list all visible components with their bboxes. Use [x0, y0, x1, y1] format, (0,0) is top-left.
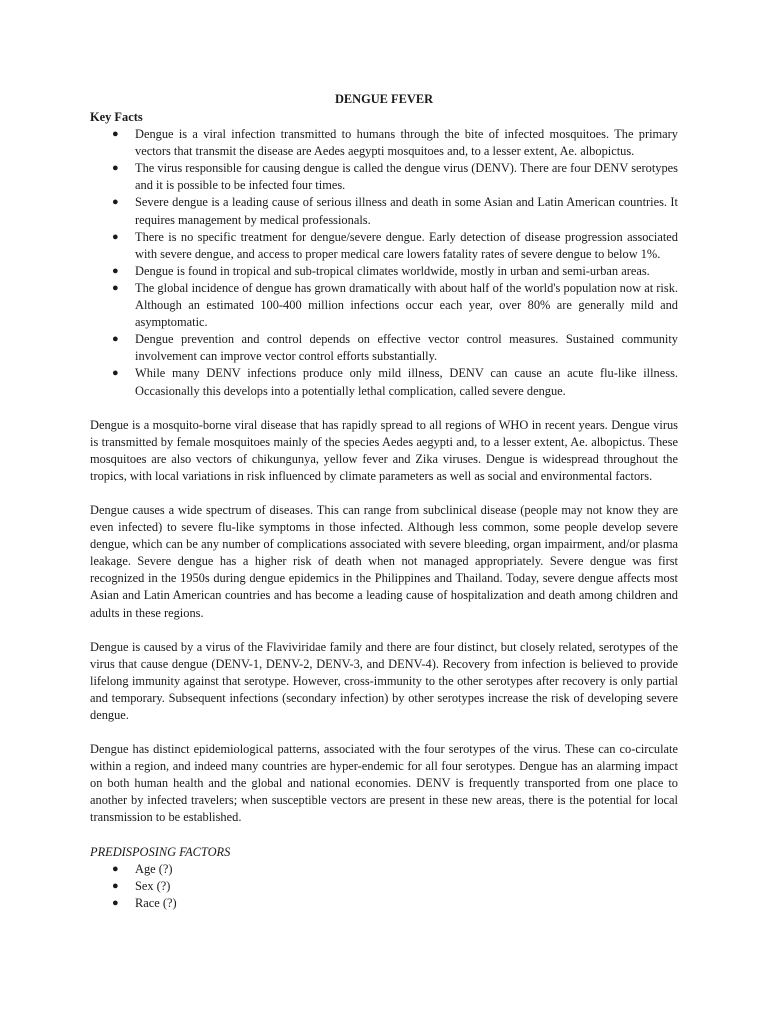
- document-title: DENGUE FEVER: [334, 92, 434, 106]
- list-item-text: Dengue prevention and control depends on effective vector control measures. Sustained community involvement can improve vector control efforts substantially.: [135, 332, 678, 364]
- paragraph-virus: Dengue is caused by a virus of the Flaviviridae family and there are four distinct, but closely related, serotypes of the virus that cause dengue (DENV-1, DENV-2, DENV-3, and DENV-4). Recovery from infection is believed to provide lifelong immunity against that serotype. However, cross-immunity to the other serotypes after recovery is only partial and temporary. Subsequent infections (secondary infection) by other serotypes increase the risk of developing severe dengue.: [90, 639, 678, 722]
- bullet-icon: ●: [112, 264, 119, 277]
- list-item: [90, 126, 678, 160]
- list-item-text: Severe dengue is a leading cause of serious illness and death in some Asian and Latin American countries. It requires management by medical professionals.: [135, 195, 678, 227]
- bullet-icon: ●: [112, 896, 119, 909]
- paragraph-epidemiology: Dengue has distinct epidemiological patterns, associated with the four serotypes of the virus. These can co-circulate within a region, and indeed many countries are hyper-endemic for all four serotypes. Dengue has an alarming impact on both human health and the global and national economies. DENV is frequently transported from one place to another by infected travelers; when susceptible vectors are present in these new areas, there is the potential for local transmission to be established.: [90, 742, 678, 825]
- list-item-text: Dengue is found in tropical and sub-tropical climates worldwide, mostly in urban and semi-urban areas.: [135, 263, 650, 278]
- list-item: [90, 280, 678, 331]
- document-page: [90, 91, 678, 912]
- bullet-icon: ●: [112, 333, 119, 346]
- list-item-text: While many DENV infections produce only mild illness, DENV can cause an acute flu-like illness. Occasionally this develops into a potentially lethal complication, called severe dengue.: [135, 366, 678, 398]
- bullet-icon: ●: [112, 862, 119, 875]
- list-item-text: Dengue is a viral infection transmitted to humans through the bite of infected mosquitoes. The primary vectors that transmit the disease are Aedes aegypti mosquitoes and, to a lesser extent, Ae. albopictus.: [135, 127, 678, 159]
- bullet-icon: ●: [112, 281, 119, 294]
- list-item: [90, 331, 678, 365]
- list-item-text: Sex (?): [135, 878, 171, 893]
- bullet-icon: ●: [112, 196, 119, 209]
- paragraph-spectrum: Dengue causes a wide spectrum of diseases. This can range from subclinical disease (people may not know they are even infected) to severe flu-like symptoms in those infected. Although less common, some people develop severe dengue, which can be any number of complications associated with severe bleeding, organ impairment, and/or plasma leakage. Severe dengue has a higher risk of death when not managed appropriately. Severe dengue was first recognized in the 1950s during dengue epidemics in the Philippines and Thailand. Today, severe dengue affects most Asian and Latin American countries and has become a leading cause of hospitalization and death among children and adults in these regions.: [90, 502, 678, 620]
- list-item: [90, 365, 678, 399]
- list-item: [90, 895, 678, 912]
- bullet-icon: ●: [112, 879, 119, 892]
- list-item: [90, 878, 678, 895]
- predisposing-factors-list: [90, 861, 678, 912]
- bullet-icon: ●: [112, 367, 119, 380]
- bullet-icon: ●: [112, 128, 119, 141]
- paragraph-overview: Dengue is a mosquito-borne viral disease that has rapidly spread to all regions of WHO in recent years. Dengue virus is transmitted by female mosquitoes mainly of the species Aedes aegypti and, to a lesser extent, Ae. albopictus. These mosquitoes are also vectors of chikungunya, yellow fever and Zika viruses. Dengue is widespread throughout the tropics, with local variations in risk influenced by climate parameters as well as social and environmental factors.: [90, 417, 678, 483]
- key-facts-heading: Key Facts: [90, 110, 143, 124]
- list-item-text: There is no specific treatment for dengue/severe dengue. Early detection of disease progression associated with severe dengue, and access to proper medical care lowers fatality rates of severe dengue to below 1%.: [135, 229, 678, 261]
- list-item-text: The global incidence of dengue has grown dramatically with about half of the world's population now at risk. Although an estimated 100-400 million infections occur each year, over 80% are generally mild and asymptomatic.: [135, 280, 678, 330]
- list-item: [90, 229, 678, 263]
- bullet-icon: ●: [112, 162, 119, 175]
- list-item-text: The virus responsible for causing dengue is called the dengue virus (DENV). There are four DENV serotypes and it is possible to be infected four times.: [135, 161, 678, 193]
- list-item: [90, 160, 678, 194]
- list-item-text: Race (?): [135, 895, 177, 910]
- key-facts-list: [90, 126, 678, 400]
- list-item: [90, 194, 678, 228]
- list-item-text: Age (?): [135, 861, 173, 876]
- list-item: [90, 263, 678, 280]
- list-item: [90, 861, 678, 878]
- bullet-icon: ●: [112, 230, 119, 243]
- predisposing-factors-heading: PREDISPOSING FACTORS: [90, 844, 231, 859]
